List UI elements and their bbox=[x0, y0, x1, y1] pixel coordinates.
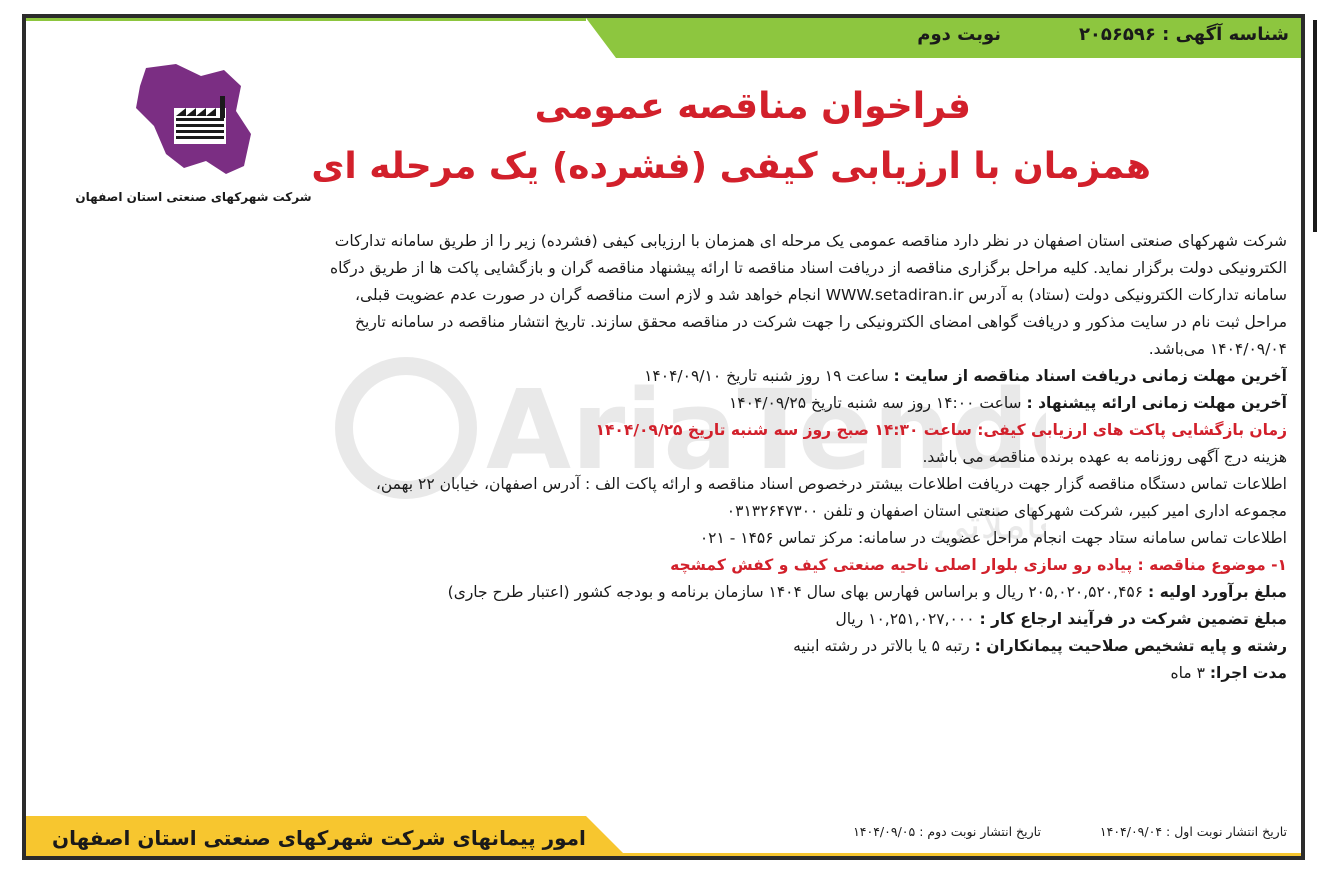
grade-value: رتبه ۵ یا بالاتر در رشته ابنیه bbox=[793, 637, 970, 655]
body-line: ۱۴۰۴/۰۹/۰۴ می‌باشد. bbox=[1148, 340, 1287, 358]
contact-line: اطلاعات تماس سامانه ستاد جهت انجام مراحل عضویت در سامانه: مرکز تماس ۱۴۵۶ - ۰۲۱ bbox=[699, 529, 1287, 547]
title-line-1: فراخوان مناقصه عمومی bbox=[534, 86, 971, 127]
tender-notice bbox=[22, 14, 1305, 860]
body-line: الکترونیکی دولت برگزار نماید. کلیه مراحل برگزاری مناقصه از دریافت اسناد مناقصه تا ارائه پیشنهاد مناقصه گران و بازگشایی پاکت ها از طریق درگاه bbox=[330, 259, 1287, 277]
opening-time: زمان بازگشایی پاکت های ارزیابی کیفی: ساعت ۱۴:۳۰ صبح روز سه شنبه تاریخ ۱۴۰۴/۰۹/۲۵ bbox=[595, 421, 1287, 439]
header-band bbox=[26, 18, 1301, 58]
guarantee-value: ۱۰,۲۵۱,۰۲۷,۰۰۰ ریال bbox=[835, 610, 975, 628]
logo-caption: شرکت شهرکهای صنعتی استان اصفهان bbox=[75, 190, 312, 204]
title-line-2: همزمان با ارزیابی کیفی (فشرده) یک مرحله ای bbox=[311, 146, 1151, 187]
contact-line: اطلاعات تماس دستگاه مناقصه گزار جهت دریافت اطلاعات بیشتر درخصوص اسناد مناقصه و ارائه پاکت الف : آدرس اصفهان، خیابان ۲۲ بهمن، bbox=[375, 475, 1287, 493]
body-line: سامانه تدارکات الکترونیکی دولت (ستاد) به آدرس WWW.setadiran.ir انجام خواهد شد و لازم است مناقصه گران در صورت عدم عضویت قبلی، bbox=[355, 286, 1287, 304]
estimate bbox=[48, 579, 1287, 606]
footer-band bbox=[26, 816, 1301, 856]
contact-line: مجموعه اداری امیر کبیر، شرکت شهرکهای صنعتی استان اصفهان و تلفن ۰۳۱۳۲۶۴۷۳۰۰ bbox=[726, 502, 1287, 520]
guarantee bbox=[48, 606, 1287, 633]
pub-first: تاریخ انتشار نوبت اول : ۱۴۰۴/۰۹/۰۴ bbox=[1099, 824, 1287, 839]
pub-second: تاریخ انتشار نوبت دوم : ۱۴۰۴/۰۹/۰۵ bbox=[853, 824, 1041, 839]
estimate-value: ۲۰۵,۰۲۰,۵۲۰,۴۵۶ ریال و براساس فهارس بهای سال ۱۴۰۴ سازمان برنامه و بودجه کشور (اعتبار طرح جاری) bbox=[447, 583, 1144, 601]
page-edge-rule bbox=[1313, 20, 1317, 232]
watermark-persian: املاتی bbox=[936, 502, 1038, 548]
duration-value: ۳ ماه bbox=[1170, 664, 1205, 682]
ad-round: نوبت دوم bbox=[917, 24, 1001, 45]
duration bbox=[48, 660, 1287, 687]
deadline-offer bbox=[48, 390, 1287, 417]
notice-body bbox=[48, 228, 1287, 687]
estimate-label: مبلغ برآورد اولیه : bbox=[1147, 583, 1287, 601]
footer-text: امور پیمانهای شرکت شهرکهای صنعتی استان اصفهان bbox=[52, 826, 586, 850]
deadline-offer-label: آخرین مهلت زمانی ارائه پیشنهاد : bbox=[1026, 394, 1287, 412]
deadline-docs bbox=[48, 363, 1287, 390]
guarantee-label: مبلغ تضمین شرکت در فرآیند ارجاع کار : bbox=[979, 610, 1287, 628]
grade bbox=[48, 633, 1287, 660]
grade-label: رشته و پایه تشخیص صلاحیت پیمانکاران : bbox=[974, 637, 1287, 655]
watermark-latin: AriaTend bbox=[486, 366, 1030, 494]
ad-id: شناسه آگهی : ۲۰۵۶۵۹۶ bbox=[1078, 24, 1289, 45]
deadline-docs-value: ساعت ۱۹ روز شنبه تاریخ ۱۴۰۴/۰۹/۱۰ bbox=[644, 367, 889, 385]
body-line: شرکت شهرکهای صنعتی استان اصفهان در نظر دارد مناقصه عمومی یک مرحله ای همزمان با ارزیابی کیفی (فشرده) زیر را از طریق سامانه تدارکات bbox=[334, 232, 1287, 250]
tender-subject: ۱- موضوع مناقصه : پیاده رو سازی بلوار اصلی ناحیه صنعتی کیف و کفش کمشچه bbox=[670, 556, 1287, 574]
duration-label: مدت اجرا: bbox=[1209, 664, 1287, 682]
deadline-offer-value: ساعت ۱۴:۰۰ روز سه شنبه تاریخ ۱۴۰۴/۰۹/۲۵ bbox=[728, 394, 1022, 412]
body-line: مراحل ثبت نام در سایت مذکور و دریافت گواهی امضای الکترونیکی را جهت شرکت در مناقصه محقق سازند. تاریخ انتشار مناقصه در سامانه تاریخ bbox=[355, 313, 1287, 331]
deadline-docs-label: آخرین مهلت زمانی دریافت اسناد مناقصه از سایت : bbox=[893, 367, 1287, 385]
cost-note: هزینه درج آگهی روزنامه به عهده برنده مناقصه می باشد. bbox=[922, 448, 1287, 466]
